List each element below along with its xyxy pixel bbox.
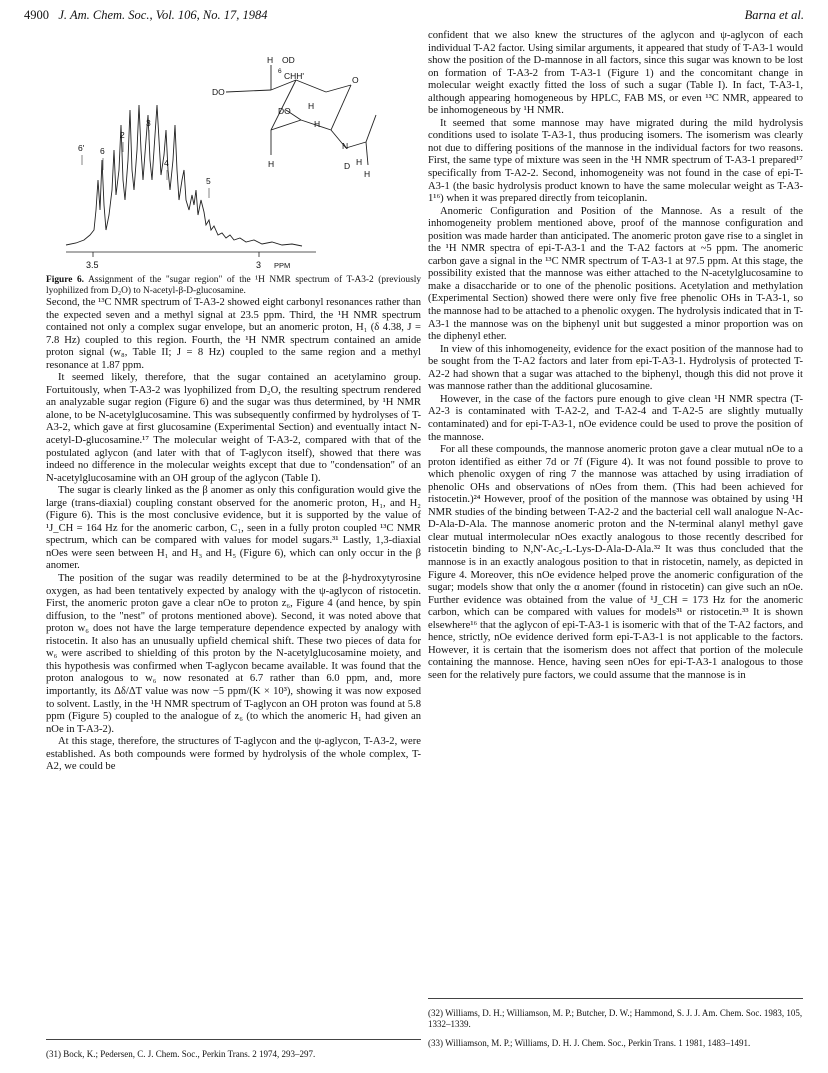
page-number: 4900	[24, 8, 49, 22]
axis-unit-ppm: PPM	[274, 261, 291, 270]
peak-label-4: 4	[164, 158, 169, 168]
figure-6	[46, 30, 421, 275]
right-paragraph-6: For all these compounds, the mannose anomeric proton gave a clear mutual nOe to a proton identified as either 7d or 7f (Figure 4). It was not found possible to prove to which phenolic oxygen of ring 7 the mannose was attached by using irradiation of phenolic OHs and observations of nOes from them. (This had been achieved for ristocetin.)²⁴ However, proof of the position of the mannose was obtained by using ¹H NMR studies of the binding between T-A2-2 and the bacterial cell wall analogue N-Ac-D-Ala-D-Ala. The mannose anomeric proton and the N-terminal alanyl methyl gave clear mutual intermolecular nOes exactly analogous to those recently described for ristocetin binding to N,N'-Ac₂-L-Lys-D-Ala-D-Ala.³² It was thus concluded that the mannose is in an exactly analogous position to that in ristocetin, namely, as depicted in Figure 4. Moreover, this nOe evidence helped prove the anomeric configuration of the sugar; models show that only the α anomer (found in ristocetin) can give such an nOe. Further evidence was obtained from the value of ¹J_CH = 173 Hz for the anomeric carbon, which can be compared with values for models³¹ or ristocetin.³³ It is shown elsewhere¹⁶ that the aglycon of epi-T-A3-1 is isomeric with that of the T-A2 factors, and hence, strictly, nOe evidence derived form epi-T-A3-1 is not applicable to the factors. However, it is certain that the isomerism does not affect that portion of the molecule containing the mannose. Hence, having seen nOes for epi-T-A3-1 analogous to those seen for the relatively pure factors, we could assume that the mannose is in	[428, 444, 803, 681]
structure-label-h-right: H	[314, 119, 321, 129]
running-header	[24, 8, 804, 28]
spectrum-trace	[66, 105, 302, 246]
footnotes-right	[428, 992, 803, 1058]
left-paragraph-1: Second, the ¹³C NMR spectrum of T-A3-2 showed eight carbonyl resonances rather than the expected seven and a methyl signal at 23.5 ppm. Third, the ¹H NMR spectrum contained not only a complex sugar envelope, but an anomeric proton, H₁ (δ 4.38, J = 7.8 Hz) coupled to this region. Fourth, the ¹H NMR spectrum contained an amide proton signal (w₈, Table II; J = 8 Hz) coupled to the same region and a methyl resonance at 1.87 ppm.	[46, 297, 421, 371]
footnote-33: (33) Williamson, M. P.; Williams, D. H. J. Chem. Soc., Perkin Trans. 1 1981, 1483–1491.	[428, 1038, 751, 1049]
right-paragraph-4: In view of this inhomogeneity, evidence for the exact position of the mannose had to be sought from the T-A2 factors and later from epi-T-A3-1. Hydrolysis of protected T-A2-2 had shown that a sugar was attached to the biphenyl, though this did not prove it was mannose rather than the additional glucosamine.	[428, 343, 803, 393]
structure-label-h-mid: H	[308, 101, 315, 111]
header-left	[24, 8, 268, 23]
right-paragraph-5: However, in the case of the factors pure enough to give clean ¹H NMR spectra (T-A2-3 is contaminated with T-A2-2, and T-A2-4 and T-A2-5 are slightly mutually contaminated) and for epi-T-A3-1, nOe evidence could be used to prove the position of the mannose.	[428, 393, 803, 443]
left-paragraph-5: At this stage, therefore, the structures of T-aglycon and the ψ-aglycon, T-A3-2, were established. As both compounds were formed by hydrolysis of the whole complex, T-A2, we could be	[46, 736, 421, 773]
structure-label-do-2: DO	[278, 106, 291, 116]
footnote-31: (31) Bock, K.; Pedersen, C. J. Chem. Soc., Perkin Trans. 2 1974, 293–297.	[46, 1049, 316, 1059]
caption-text: Assignment of the "sugar region" of the ¹H NMR spectrum of T-A3-2 (previously lyophilized from D₂O) to N-acetyl-β-D-glucosamine.	[46, 275, 422, 296]
peak-label-3: 3	[146, 118, 151, 128]
axis-tick-3: 3	[256, 260, 262, 270]
structure-label-d: D	[344, 161, 351, 171]
structure-label-od: OD	[282, 55, 295, 65]
axis-tick-3-5: 3.5	[86, 260, 99, 270]
right-paragraph-2: It seemed that some mannose may have migrated during the mild hydrolysis conditions used to isolate T-A3-1, thus producing isomers. The isomerism was clearly not due to differing positions of the mannose in the individual factors for two reasons. First, the same type of mixture was seen in the ¹H NMR spectrum of T-A3-1 prepared¹⁷ specifically from T-A2-2. Second, inhomogeneity was not found in the case of epi-T-A3-1 (the basic hydrolysis product known to have the same molecular weight as T-A3-1¹⁶) when it was prepared directly from teicoplanin.	[428, 117, 803, 205]
journal-name: J. Am. Chem. Soc.,	[58, 8, 153, 22]
header-authors: Barna et al.	[744, 8, 804, 22]
structure-label-do-1: DO	[212, 87, 225, 97]
structure-label-h-far: H	[364, 169, 371, 179]
figure-caption	[46, 275, 421, 297]
left-column	[46, 30, 421, 774]
peak-label-6: 6	[100, 146, 105, 156]
left-paragraph-3: The sugar is clearly linked as the β anomer as only this configuration would give the large (trans-diaxial) coupling constant observed for the anomeric proton, H₁, and H₂ (Figure 6). This is the most conclusive evidence, but it is supported by the value of ¹J_CH = 164 Hz for the anomeric carbon, C₁, seen in a fully proton coupled ¹³C NMR spectrum, which can be compared with values for model sugars.³¹ Lastly, 1,3-diaxial nOes were seen between H₁ and H₃ and H₅ (Figure 6), which can only occur in the β anomer.	[46, 485, 421, 572]
structure-label-h-n: H	[356, 157, 363, 167]
structure-label-chh: CHH'	[284, 71, 305, 81]
left-paragraph-4: The position of the sugar was readily determined to be at the β-hydroxytyrosine oxygen, as had been tentatively expected by analogy with the ψ-aglycon of ristocetin. First, the anomeric proton gave a clear nOe to proton z₆, Figure 4 (and hence, by spin diffusion, to the "nest" of protons mentioned above). Second, it was noted above that proton w₆ does not have the large temperature dependence expected by analogy with ristocetin. It also has an unusually upfield chemical shift. These two pieces of data for w₆ were ascribed to shielding of this proton by the N-acetylglucosamine moiety, and this hypothesis was confirmed when T-aglycon became available. It was found that the proton analogous to w₆ now resonated at 6.7 rather than 6.0 ppm, and, more importantly, its Δδ/ΔT value was now −5 ppm/(K × 10³), showing it was now exposed to solvent. Lastly, in the ¹H NMR spectrum of T-aglycon an OH proton was found at 5.8 ppm (Figure 5) coupled to the analogue of z₆ (to which the anomeric H₁ had given an nOe in T-A3-2).	[46, 573, 421, 735]
footnote-rule-left	[46, 1039, 421, 1040]
structure-label-o-ring: O	[352, 75, 359, 85]
caption-title: Figure 6.	[46, 275, 84, 285]
structure-label-6: 6	[278, 68, 282, 75]
structure-label-h-top: H	[267, 55, 274, 65]
journal-volume: Vol. 106, No. 17, 1984	[155, 8, 268, 22]
peak-label-5: 5	[206, 176, 211, 186]
structure-label-n: N	[342, 141, 349, 151]
peak-label-2: 2	[120, 130, 125, 140]
left-paragraph-2: It seemed likely, therefore, that the sugar contained an acetylamino group. Fortuitously, when T-A3-2 was lyophilized from D₂O, the resulting spectrum rendered an analyzable sugar region (Figure 6) and the sugar was thus determined, by ¹H NMR alone, to be N-acetylglucosamine. This was subsequently confirmed by hydrolyses of T-A3-2, which gave at first glucosamine (Experimental Section) and eventually intact N-acetyl-D-glucosamine.¹⁷ The molecular weight of T-A3-2, compared with that of the postulated aglycon (and later with that of T-aglycon itself), showed that there was indeed no difference in the molecular weights except that due to "condensation" of an N-acetylglucosamine with an OH group of the aglycon (Table I).	[46, 372, 421, 484]
right-paragraph-3: Anomeric Configuration and Position of the Mannose. As a result of the inhomogeneity problem mentioned above, proof of the mannose configuration and position was made harder than anticipated. The anomeric proton gave rise to a singlet in the ¹H NMR spectra of epi-T-A3-1 and the T-A2 factors at ~5 ppm. The anomeric carbon gave a signal in the ¹³C NMR spectrum of T-A3-1 at 97.5 ppm. At this stage, the possibility existed that the mannose was either attached to the N-acetylglucosamine to make a disaccharide or to one of the phenolic positions. Acetylation and methylation (Experimental Section) showed there were only five free phenolic OHs in T-A3-1, so the mannose had to be attached to a phenolic oxygen. The hydrolysis indicated that in T-A3-1 the mannose was on the biphenyl unit but suggested a minor proportion was on the diphenyl ether.	[428, 205, 803, 343]
footnote-32: (32) Williams, D. H.; Williamson, M. P.; Butcher, D. W.; Hammond, S. J. J. Am. Chem. Soc. 1983, 105, 1332–1339.	[428, 1008, 803, 1029]
footnote-rule-right	[428, 998, 803, 999]
right-paragraph-1: confident that we also knew the structures of the aglycon and ψ-aglycon of each individual T-A2 factor. Using similar arguments, it appeared that study of T-A3-1 would show the position of the D-mannose in all factors, since this sugar was known to be lost on formation of T-A3-2 from T-A3-1 (Figure 1) and the concomitant change in molecular weight exactly fitted the loss of such a sugar (Table I). In fact, T-A3-1, although appearing homogeneous by HPLC, FAB MS, or even ¹³C NMR, appeared to be inhomogeneous by ¹H NMR.	[428, 30, 803, 117]
footnotes-left	[46, 1033, 421, 1069]
structure-label-h-low: H	[268, 159, 275, 169]
right-column	[428, 30, 803, 682]
peak-label-6prime: 6'	[78, 143, 85, 153]
